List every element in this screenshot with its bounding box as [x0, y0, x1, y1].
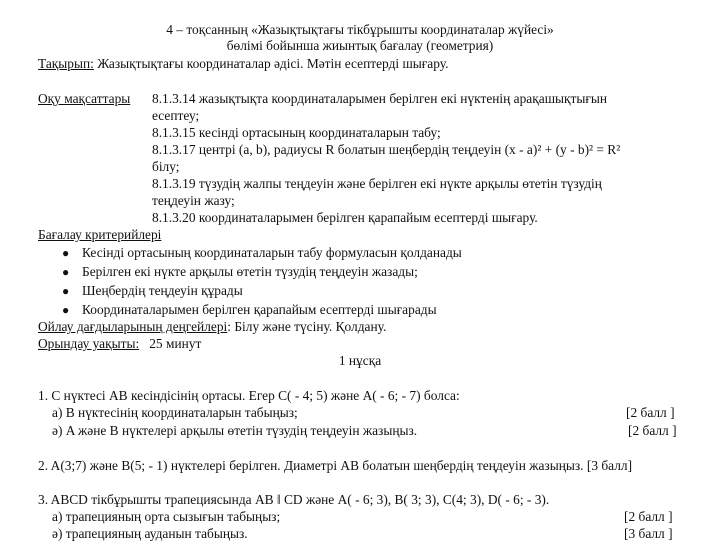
objective-line: есептеу; — [152, 108, 200, 123]
title-line-1: 4 – тоқсанның «Жазықтықтағы тікбұрышты координаталар жүйесі» — [166, 22, 554, 37]
topic-row — [38, 55, 448, 73]
objective-line: 8.1.3.20 координаталарымен берілген қарапайым есептерді шығару. — [152, 210, 538, 225]
title-line-2: бөлімі бойынша жиынтық бағалау (геометрия) — [226, 38, 494, 53]
task-3-text: 3. ABCD тікбұрышты трапециясында AB ‖ CD және A( - 6; 3), B( 3; 3), C(4; 3), D( - 6; - 3). — [38, 492, 550, 507]
time-text: 25 минут — [139, 336, 202, 351]
task-3-b: ә) трапецияның ауданын табыңыз. — [52, 526, 248, 541]
objective-line: 8.1.3.15 кесінді ортасының координаталарын табу; — [152, 125, 441, 140]
bullet-icon: ● — [62, 303, 70, 317]
topic-text: Жазықтықтағы координаталар әдісі. Мәтін есептерді шығару. — [93, 56, 449, 71]
task-1-b-points: [2 балл ] — [628, 423, 677, 438]
objective-line: 8.1.3.17 центрі (a, b), радиусы R болатын шеңбердің теңдеуін (x - a)² + (y - b)² = R² — [152, 142, 621, 157]
objective-line: теңдеуін жазу; — [152, 193, 235, 208]
topic-label: Тақырып: — [38, 56, 94, 71]
objectives-label: Оқу мақсаттары — [38, 91, 131, 106]
thinking-label: Ойлау дағдыларының деңгейлері — [38, 319, 228, 334]
thinking-text: : Білу және түсіну. Қолдану. — [227, 319, 387, 334]
objective-line: 8.1.3.19 түзудің жалпы теңдеуін және берілген екі нүкте арқылы өтетін түзудің — [152, 176, 602, 191]
objective-line: білу; — [152, 159, 180, 174]
criteria-item: Шеңбердің теңдеуін құрады — [82, 283, 243, 298]
task-3-a: а) трапецияның орта сызығын табыңыз; — [52, 509, 281, 524]
task-1-a-points: [2 балл ] — [626, 405, 675, 420]
task-2-text: 2. A(3;7) және B(5; - 1) нүктелері берілген. Диаметрі AB болатын шеңбердің теңдеуін жазыңыз. [3 балл] — [38, 458, 633, 473]
bullet-icon: ● — [62, 284, 70, 298]
task-1-b: ә) A және B нүктелері арқылы өтетін түзудің теңдеуін жазыңыз. — [52, 423, 418, 438]
thinking-row — [38, 318, 386, 336]
bullet-icon: ● — [62, 265, 70, 279]
task-3-a-points: [2 балл ] — [624, 509, 673, 524]
bullet-icon: ● — [62, 246, 70, 260]
time-label: Орындау уақыты: — [38, 336, 140, 351]
task-1-a: а) B нүктесінің координаталарын табыңыз; — [52, 405, 298, 420]
time-row — [38, 335, 201, 353]
criteria-item: Кесінді ортасының координаталарын табу формуласын қолданады — [82, 245, 462, 260]
variant-label: 1 нұсқа — [338, 353, 382, 368]
task-3-b-points: [3 балл ] — [624, 526, 673, 541]
criteria-item: Координаталарымен берілген қарапайым есептерді шығарады — [82, 302, 437, 317]
criteria-item: Берілген екі нүкте арқылы өтетін түзудің теңдеуін жазады; — [82, 264, 418, 279]
objective-line: 8.1.3.14 жазықтықта координаталарымен берілген екі нүктенің арақашықтығын — [152, 91, 608, 106]
task-1-text: 1. С нүктесі AB кесіндісінің ортасы. Егер C( - 4; 5) және A( - 6; - 7) болса: — [38, 388, 460, 403]
criteria-label: Бағалау критерийлері — [38, 227, 162, 242]
